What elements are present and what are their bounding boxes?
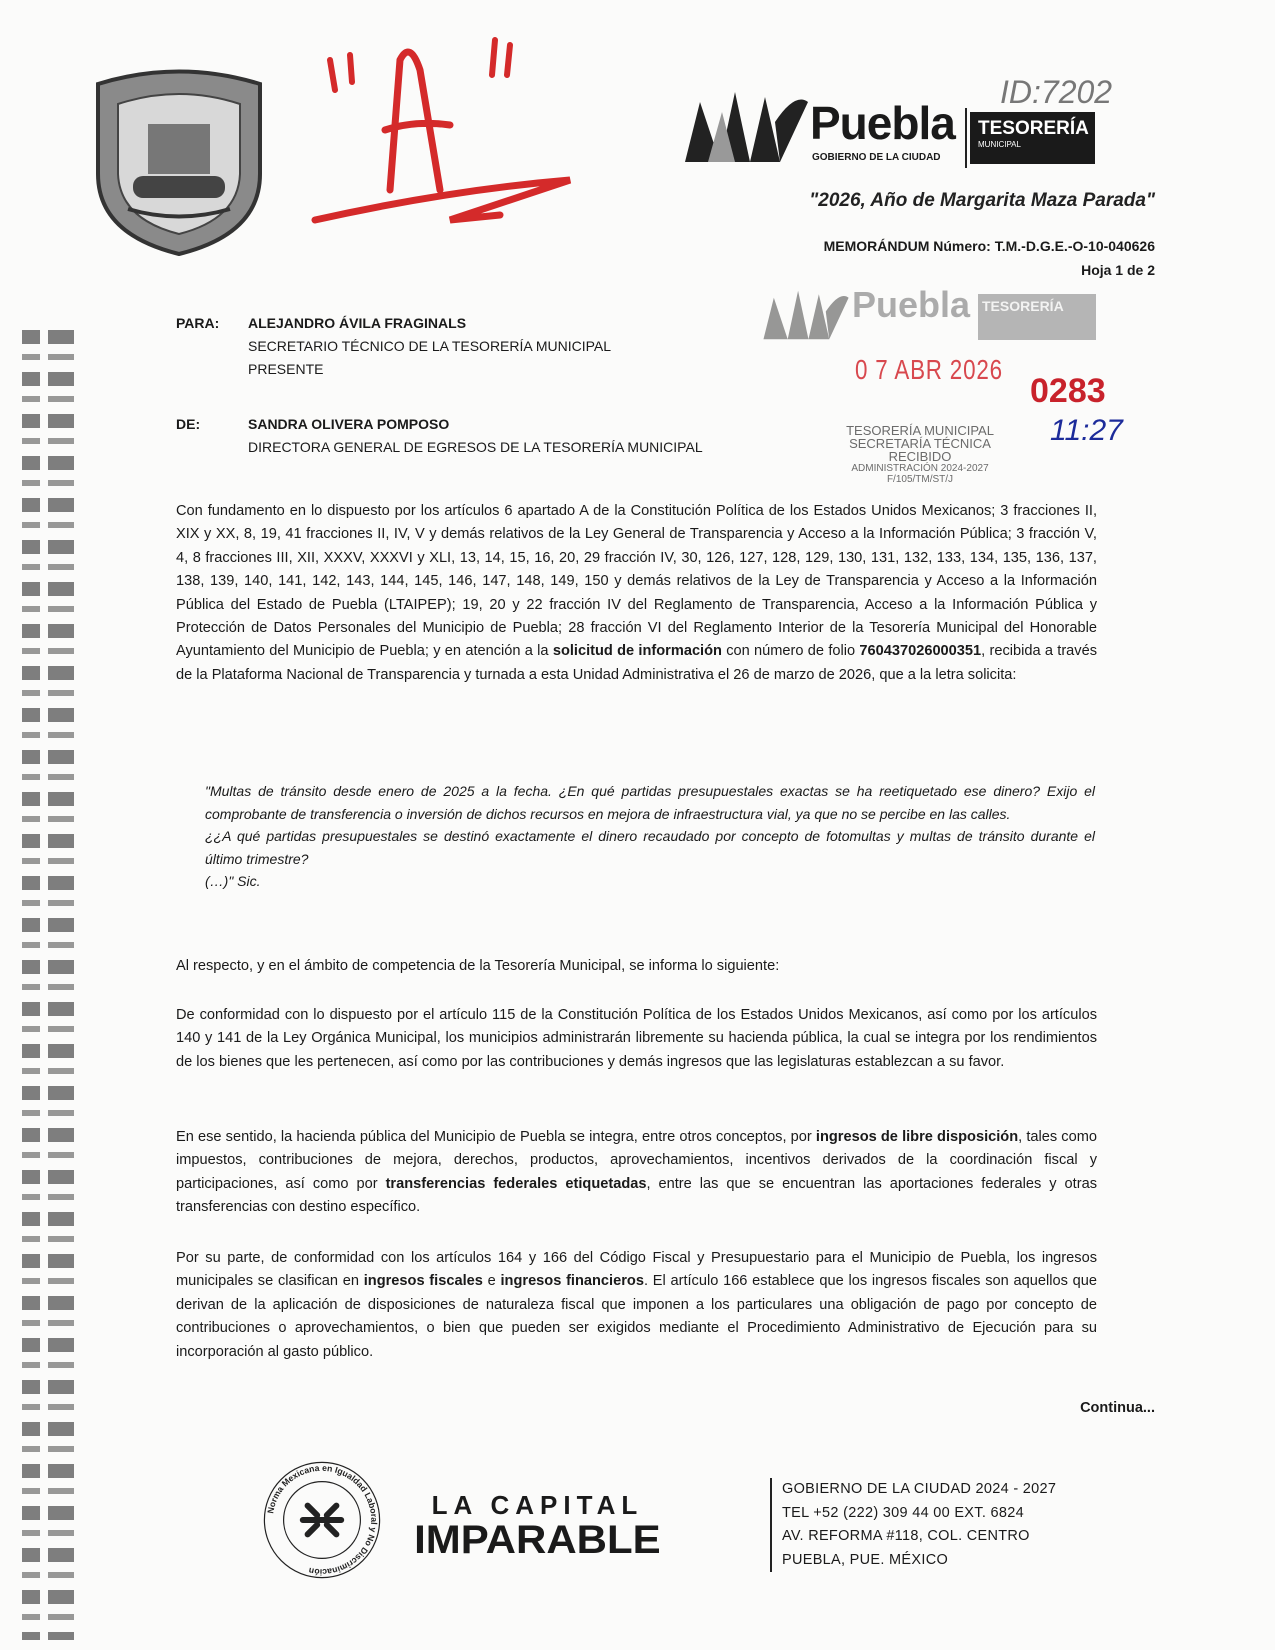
from-label: DE: <box>176 416 201 432</box>
to-title: SECRETARIO TÉCNICO DE LA TESORERÍA MUNICIPAL <box>248 338 612 354</box>
handwritten-a-mark-icon <box>300 20 580 240</box>
continua-label: Continua... <box>1080 1400 1155 1416</box>
received-stamp-text: TESORERÍA MUNICIPAL SECRETARÍA TÉCNICA RECIBIDO ADMINISTRACIÓN 2024-2027 F/105/TM/ST/J <box>846 423 994 485</box>
slogan-bottom: IMPARABLE <box>414 1518 661 1562</box>
received-time-handwritten: 11:27 <box>1050 414 1123 447</box>
memo-number: MEMORÁNDUM Número: T.M.-D.G.E.-O-10-040626 <box>823 238 1155 254</box>
paragraph-legal-basis: Con fundamento en lo dispuesto por los artículos 6 apartado A de la Constitución Política de los Estados Unidos Mexicanos; 3 fracciones II, XIX y XX, 8, 19, 41 fracciones II, IV, V y demás relativos de la Ley General de Transparencia y Acceso a la Información Pública; 3 fracción V, 4, 8 fracciones III, XII, XXXV, XXXVI y XLI, 13, 14, 15, 16, 20, 29 fracción IV, 30, 126, 127, 128, 129, 130, 131, 132, 133, 134, 135, 136, 137, 138, 139, 140, 141, 142, 143, 144, 145, 146, 147, 148, 149, 150 y demás relativos de la Ley de Transparencia y Acceso a la Información Pública del Estado de Puebla (LTAIPEP); 19, 20 y 22 fracción IV del Reglamento de Transparencia, Acceso a la Información Pública y Protección de Datos Personales del Municipio de Puebla; 28 fracción VI del Reglamento Interior de la Tesorería Municipal del Honorable Ayuntamiento del Municipio de Puebla; y en atención a la solicitud de información con número de folio 760437026000351, recibida a través de la Plataforma Nacional de Transparencia y turnada a esta Unidad Administrativa el 26 de marzo de 2026, que a la letra solicita: <box>176 503 1098 683</box>
from-name: SANDRA OLIVERA POMPOSO <box>248 416 450 432</box>
received-number: 0283 <box>1030 372 1106 410</box>
sender-block <box>176 413 703 459</box>
received-stamp-logo: Puebla TESORERÍA <box>760 280 1100 352</box>
paragraph-constitution: De conformidad con lo dispuesto por el artículo 115 de la Constitución Política de los Estados Unidos Mexicanos, así como por los artículos 140 y 141 de la Ley Orgánica Municipal, los municipios administrarán libremente su hacienda pública, la cual se integra por los rendimientos de los bienes que les pertenecen, así como por las contribuciones y demás ingresos que las legislaturas establezcan a su favor. <box>176 1007 1097 1070</box>
puebla-emblem-icon <box>760 280 850 350</box>
logo-dept-sub: MUNICIPAL <box>978 140 1021 149</box>
logo-city-name: Puebla <box>810 97 955 149</box>
paragraph-intro: Al respecto, y en el ámbito de competencia de la Tesorería Municipal, se informa lo siguiente: <box>176 958 780 974</box>
to-label: PARA: <box>176 315 220 331</box>
la-capital-imparable-logo <box>414 1490 661 1562</box>
footer-contact: GOBIERNO DE LA CIUDAD 2024 - 2027 TEL +52 (222) 309 44 00 EXT. 6824 AV. REFORMA #118, COL. CENTRO PUEBLA, PUE. MÉXICO <box>770 1478 1056 1572</box>
request-quote: "Multas de tránsito desde enero de 2025 a la fecha. ¿En qué partidas presupuestales exactas se ha reetiquetado ese dinero? Exijo el comprobante de transferencia o inversión de dichos recursos en mejora de infraestructura vial, ya que no se percibe en las calles. ¿¿A qué partidas presupuestales se destinó exactamente el dinero recaudado por concepto de fotomultas y multas de tránsito durante el último trimestre? (…)" Sic. <box>205 783 1095 890</box>
to-name: ALEJANDRO ÁVILA FRAGINALS <box>248 315 467 331</box>
paragraph-ingresos: Por su parte, de conformidad con los artículos 164 y 166 del Código Fiscal y Presupuestario para el Municipio de Puebla, los ingresos municipales se clasifican en ingresos fiscales e ingresos financieros. El artículo 166 establece que los ingresos fiscales son aquellos que derivan de la aplicación de disposiciones de naturaleza fiscal que imponen a los particulares una obligación de pago por concepto de contribuciones o aprovechamientos, o bien que pueden ser exigidos mediante el Procedimiento Administrativo de Ejecución para su incorporación al gasto público. <box>176 1250 1097 1360</box>
from-title: DIRECTORA GENERAL DE EGRESOS DE LA TESORERÍA MUNICIPAL <box>248 439 703 455</box>
year-motto: "2026, Año de Margarita Maza Parada" <box>809 190 1155 211</box>
norma-text: Norma Mexicana en Igualdad Laboral y No Discriminación <box>265 1462 380 1578</box>
norma-igualdad-seal-icon <box>262 1460 382 1580</box>
handwritten-id: ID:7202 <box>1000 74 1113 110</box>
recipient-block <box>176 312 611 381</box>
logo-dept: TESORERÍA <box>978 118 1089 139</box>
logo-subtitle: GOBIERNO DE LA CIUDAD <box>812 152 941 163</box>
received-date-stamp: 0 7 ABR 2026 <box>855 354 1003 385</box>
slogan-top: LA CAPITAL <box>431 1490 644 1520</box>
puebla-emblem-icon <box>680 82 810 172</box>
city-seal-icon <box>88 64 270 256</box>
paragraph-hacienda: En ese sentido, la hacienda pública del Municipio de Puebla se integra, entre otros conceptos, por ingresos de libre disposición, tales como impuestos, contribuciones de mejora, derechos, productos, aprovechamientos, incentivos derivados de la coordinación fiscal y participaciones, así como por transferencias federales etiquetadas, entre las que se encuentran las aportaciones federales y otras transferencias con destino específico. <box>176 1129 1097 1216</box>
page-indicator: Hoja 1 de 2 <box>1081 262 1155 278</box>
decorative-border <box>22 330 74 1640</box>
to-presente: PRESENTE <box>248 361 324 377</box>
